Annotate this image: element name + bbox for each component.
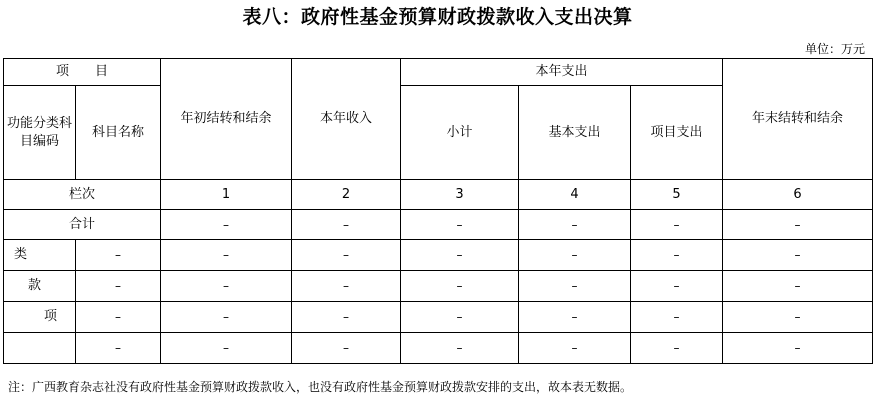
subject-name-cell: – bbox=[76, 333, 161, 364]
column-number-row bbox=[4, 180, 873, 210]
column-number-cell: 4 bbox=[519, 180, 631, 210]
func-code-cell: 项 bbox=[4, 302, 76, 333]
header-current-expenditure: 本年支出 bbox=[401, 59, 723, 86]
header-basic-expenditure: 基本支出 bbox=[519, 86, 631, 180]
func-code-cell: 款 bbox=[4, 271, 76, 302]
value-cell: – bbox=[519, 333, 631, 364]
page-title: 表八：政府性基金预算财政拨款收入支出决算 bbox=[242, 6, 633, 28]
column-number-cell: 3 bbox=[401, 180, 519, 210]
value-cell: – bbox=[519, 240, 631, 271]
value-cell: – bbox=[292, 240, 401, 271]
value-cell: – bbox=[631, 302, 723, 333]
column-number-cell: 2 bbox=[292, 180, 401, 210]
value-cell: – bbox=[723, 333, 873, 364]
header-subject-name: 科目名称 bbox=[76, 86, 161, 180]
subject-name-cell: – bbox=[76, 271, 161, 302]
value-cell: – bbox=[401, 271, 519, 302]
total-label: 合计 bbox=[4, 210, 161, 240]
total-row bbox=[4, 210, 873, 240]
value-cell: – bbox=[631, 333, 723, 364]
total-cell: – bbox=[631, 210, 723, 240]
value-cell: – bbox=[519, 271, 631, 302]
total-cell: – bbox=[401, 210, 519, 240]
value-cell: – bbox=[723, 302, 873, 333]
value-cell: – bbox=[401, 333, 519, 364]
total-cell: – bbox=[161, 210, 292, 240]
table-row bbox=[4, 240, 873, 271]
budget-table bbox=[3, 58, 873, 364]
header-opening-balance: 年初结转和结余 bbox=[161, 59, 292, 180]
header-closing-balance: 年末结转和结余 bbox=[723, 59, 873, 180]
value-cell: – bbox=[292, 333, 401, 364]
value-cell: – bbox=[161, 333, 292, 364]
subject-name-cell: – bbox=[76, 302, 161, 333]
header-project-expenditure: 项目支出 bbox=[631, 86, 723, 180]
value-cell: – bbox=[519, 302, 631, 333]
value-cell: – bbox=[161, 271, 292, 302]
column-number-label: 栏次 bbox=[4, 180, 161, 210]
value-cell: – bbox=[401, 240, 519, 271]
header-row-1 bbox=[4, 59, 873, 86]
column-number-cell: 5 bbox=[631, 180, 723, 210]
total-cell: – bbox=[723, 210, 873, 240]
column-number-cell: 6 bbox=[723, 180, 873, 210]
value-cell: – bbox=[401, 302, 519, 333]
value-cell: – bbox=[292, 302, 401, 333]
table-row bbox=[4, 333, 873, 364]
footnote: 注：广西教育杂志社没有政府性基金预算财政拨款收入，也没有政府性基金预算财政拨款安排的支出，故本表无数据。 bbox=[8, 380, 633, 394]
value-cell: – bbox=[631, 240, 723, 271]
subject-name-cell: – bbox=[76, 240, 161, 271]
total-cell: – bbox=[292, 210, 401, 240]
func-code-cell bbox=[4, 333, 76, 364]
value-cell: – bbox=[723, 240, 873, 271]
value-cell: – bbox=[631, 271, 723, 302]
header-item: 项 目 bbox=[4, 59, 161, 86]
table-row bbox=[4, 302, 873, 333]
header-subtotal: 小计 bbox=[401, 86, 519, 180]
value-cell: – bbox=[723, 271, 873, 302]
value-cell: – bbox=[161, 240, 292, 271]
header-current-income: 本年收入 bbox=[292, 59, 401, 180]
total-cell: – bbox=[519, 210, 631, 240]
table-row bbox=[4, 271, 873, 302]
column-number-cell: 1 bbox=[161, 180, 292, 210]
value-cell: – bbox=[292, 271, 401, 302]
header-func-code: 功能分类科目编码 bbox=[4, 86, 76, 180]
unit-label: 单位：万元 bbox=[804, 42, 865, 56]
value-cell: – bbox=[161, 302, 292, 333]
func-code-cell: 类 bbox=[4, 240, 76, 271]
